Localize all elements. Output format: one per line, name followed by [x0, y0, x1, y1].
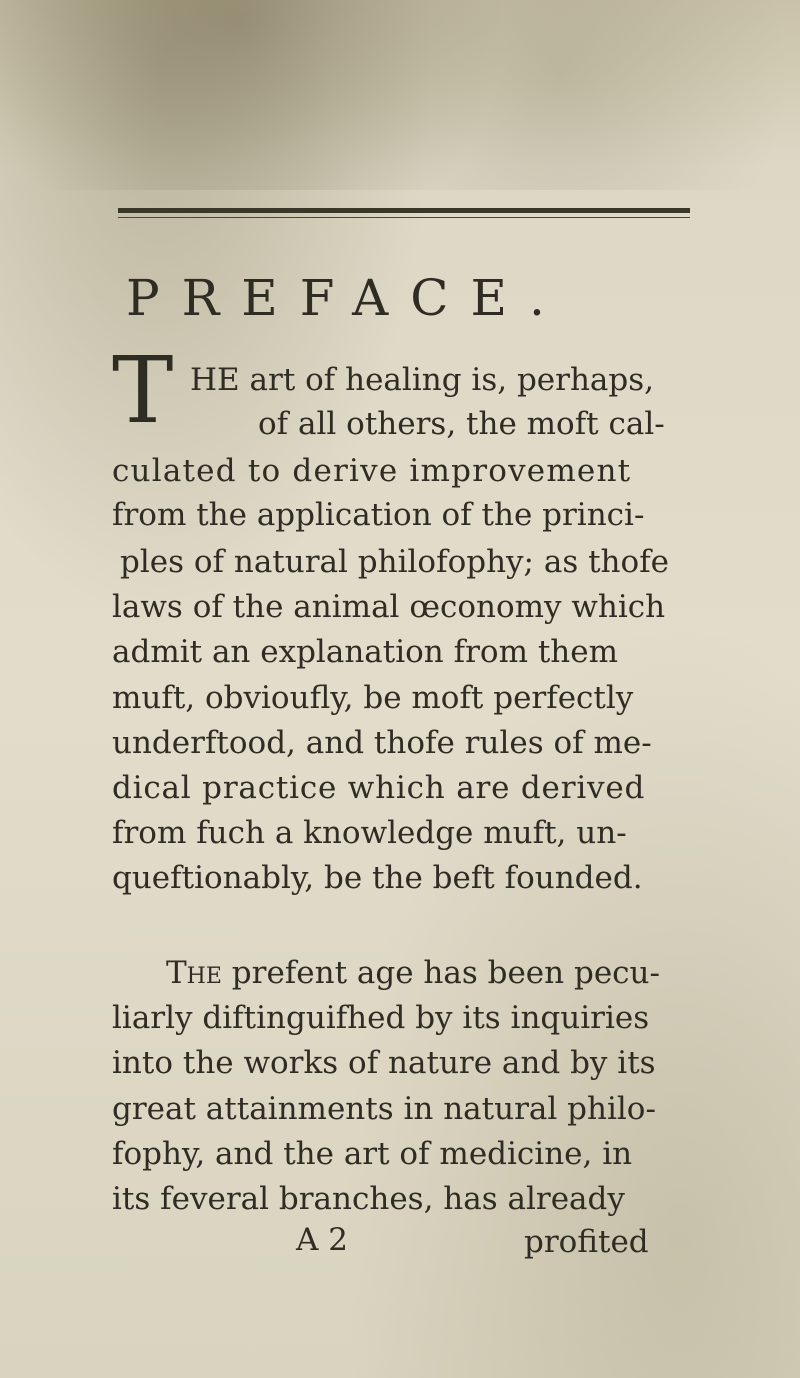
signature-mark: A 2: [296, 1222, 348, 1258]
text-line: HE art of healing is, perhaps,: [190, 362, 655, 398]
text-line: [166, 951, 660, 995]
text-line: of all others, the moft cal-: [258, 406, 665, 442]
page-stain: [0, 0, 800, 190]
drop-cap: T: [112, 337, 174, 444]
paragraph-lead-word: The: [166, 955, 222, 991]
text-line: admit an explanation from them: [112, 634, 618, 670]
text-line: into the works of nature and by its: [112, 1045, 656, 1081]
text-line: queftionably, be the beft founded.: [112, 860, 643, 896]
text-line: underftood, and thofe rules of me-: [112, 725, 652, 761]
catchword: profited: [524, 1224, 649, 1260]
text-line: from fuch a knowledge muft, un-: [112, 815, 627, 851]
text-line: muft, obvioufly, be moft perfectly: [112, 680, 634, 716]
header-rule-thick: [118, 208, 690, 213]
page-title: PREFACE.: [126, 269, 567, 327]
text-line: ples of natural philofophy; as thofe: [120, 544, 670, 580]
header-rule-thin: [118, 217, 690, 218]
text-line: fophy, and the art of medicine, in: [112, 1136, 633, 1172]
text-line: liarly diftinguifhed by its inquiries: [112, 1000, 650, 1036]
text-line: culated to derive improvement: [112, 453, 632, 489]
text-line-rest: prefent age has been pecu-: [231, 955, 660, 991]
text-line: great attainments in natural philo-: [112, 1091, 656, 1127]
text-line: laws of the animal œconomy which: [112, 589, 666, 625]
text-line: from the application of the princi-: [112, 497, 645, 533]
text-line: dical practice which are derived: [112, 770, 646, 806]
text-line: its feveral branches, has already: [112, 1181, 625, 1217]
